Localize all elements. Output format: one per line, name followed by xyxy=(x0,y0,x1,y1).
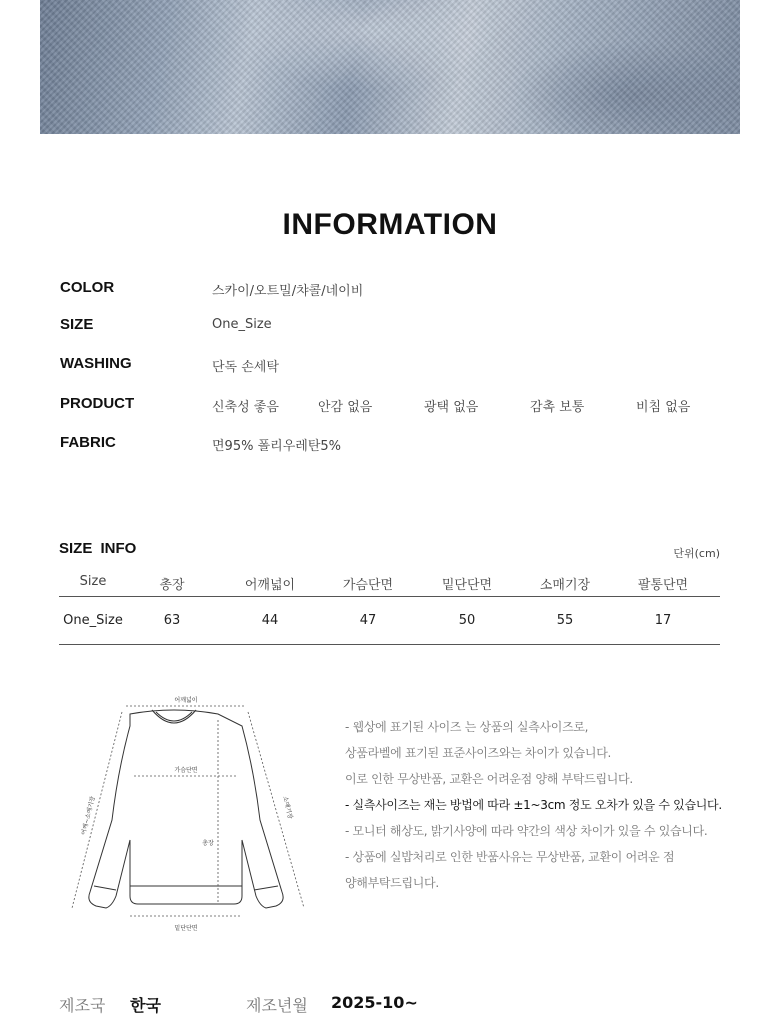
note-line: 상품라벨에 표기된 표준사이즈와는 차이가 있습니다. xyxy=(345,746,611,760)
spec-label-product: PRODUCT xyxy=(60,395,135,412)
fabric-photo xyxy=(40,0,740,134)
manufacture-date-value: 2025-10~ xyxy=(331,993,418,1012)
table-cell-length: 63 xyxy=(163,613,181,628)
diagram-label-hem: 밑단단면 xyxy=(174,925,198,932)
table-divider xyxy=(59,596,720,597)
table-header-size: Size xyxy=(79,574,107,589)
product-item-gloss: 광택 없음 xyxy=(424,400,479,415)
note-line: - 모니터 해상도, 밝기사양에 따라 약간의 색상 차이가 있을 수 있습니다. xyxy=(345,824,708,838)
note-line: 양해부탁드립니다. xyxy=(345,876,439,890)
table-header-chest: 가슴단면 xyxy=(342,578,394,593)
shoulder-sleeve-measure-line xyxy=(72,712,122,908)
spec-value-size: One_Size xyxy=(212,317,272,332)
spec-label-color: COLOR xyxy=(60,279,115,296)
spec-value-fabric: 면95% 폴리우레탄5% xyxy=(212,439,341,454)
spec-row-washing xyxy=(60,355,740,375)
left-cuff xyxy=(94,886,116,890)
sleeve-measure-line xyxy=(248,712,304,908)
note-line: 이로 인한 무상반품, 교환은 어려운점 양해 부탁드립니다. xyxy=(345,772,633,786)
spec-row-product xyxy=(60,395,740,415)
spec-row-fabric xyxy=(60,434,740,454)
note-line: - 상품에 실밥처리로 인한 반품사유는 무상반품, 교환이 어려운 점 xyxy=(345,850,675,864)
table-header-sleeve: 소매기장 xyxy=(539,578,591,593)
manufacture-date-label: 제조년월 xyxy=(246,996,308,1015)
spec-row-size xyxy=(60,316,740,336)
table-header-length: 총장 xyxy=(159,578,185,593)
table-cell-shoulder: 44 xyxy=(261,613,279,628)
spec-value-color: 스카이/오트밀/챠콜/네이비 xyxy=(212,284,364,299)
size-info-title: SIZE INFO xyxy=(59,540,137,557)
spec-value-washing: 단독 손세탁 xyxy=(212,360,279,375)
table-header-sleeve-width: 팔통단면 xyxy=(637,578,689,593)
table-bottom-line xyxy=(59,644,720,645)
garment-size-diagram xyxy=(64,690,314,940)
product-item-texture: 감촉 보통 xyxy=(530,400,585,415)
sweatshirt-outline xyxy=(89,710,283,908)
table-cell-hem: 50 xyxy=(458,613,476,628)
neckline xyxy=(156,712,192,721)
table-cell-size: One_Size xyxy=(63,613,123,628)
table-cell-chest: 47 xyxy=(359,613,377,628)
note-line: - 웹상에 표기된 사이즈 는 상품의 실측사이즈로, xyxy=(345,720,589,734)
size-notes xyxy=(345,718,765,900)
spec-row-color xyxy=(60,279,740,299)
note-line-highlight: - 실측사이즈는 재는 방법에 따라 ±1~3cm 정도 오차가 있을 수 있습니다. xyxy=(345,798,722,812)
diagram-label-sleeve-left: 어깨~소매기장 xyxy=(80,795,97,836)
diagram-label-chest: 가슴단면 xyxy=(174,767,198,774)
product-item-sheer: 비침 없음 xyxy=(636,400,691,415)
table-header-shoulder: 어깨넓이 xyxy=(244,578,296,593)
table-header-hem: 밑단단면 xyxy=(441,578,493,593)
table-cell-sleeve-width: 17 xyxy=(654,613,672,628)
spec-label-fabric: FABRIC xyxy=(60,434,116,451)
country-label: 제조국 xyxy=(59,996,106,1015)
table-cell-sleeve: 55 xyxy=(556,613,574,628)
product-item-stretch: 신축성 좋음 xyxy=(212,400,279,415)
right-cuff xyxy=(254,886,278,890)
spec-label-size: SIZE xyxy=(60,316,94,333)
diagram-label-sleeve: 소매기장 xyxy=(281,795,294,820)
product-item-lining: 안감 없음 xyxy=(318,400,373,415)
diagram-label-length: 총장 xyxy=(202,840,214,847)
unit-label: 단위(cm) xyxy=(673,547,720,560)
information-title: INFORMATION xyxy=(282,208,498,241)
country-value: 한국 xyxy=(130,996,161,1015)
spec-label-washing: WASHING xyxy=(60,355,132,372)
diagram-label-shoulder: 어깨넓이 xyxy=(174,697,198,704)
